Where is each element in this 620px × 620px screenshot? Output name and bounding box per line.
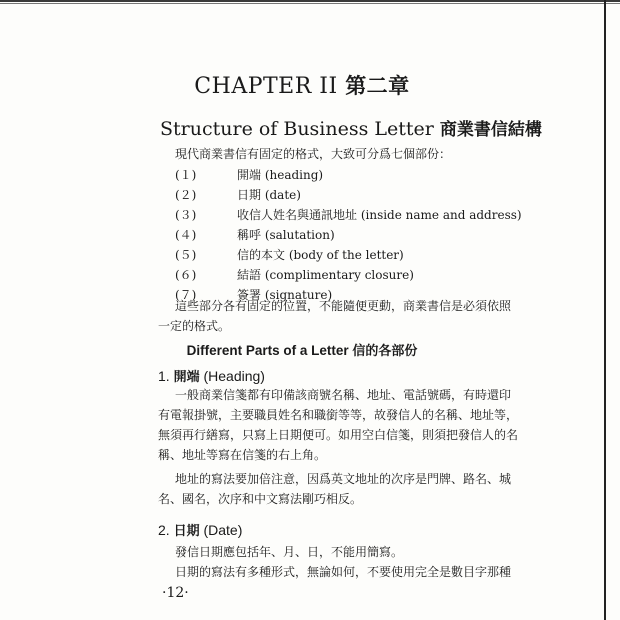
closing-paragraph-line1: 這些部分各有固定的位置，不能隨便更動，商業書信是必須依照 xyxy=(175,299,512,313)
list-item-number: (４) xyxy=(175,228,197,242)
list-item xyxy=(175,186,301,203)
heading-2-para2: 日期的寫法有多種形式，無論如何，不要使用完全是數目字那種 xyxy=(175,565,512,579)
list-item-text: 日期 (date) xyxy=(237,188,301,202)
list-item-number: (５) xyxy=(175,248,197,262)
page-number: ·12· xyxy=(162,585,189,601)
list-item-number: (７) xyxy=(175,288,197,302)
scan-edge-top-inner xyxy=(0,3,620,4)
chapter-subtitle xyxy=(160,115,542,140)
heading-1-para1-line1: 一般商業信箋都有印備該商號名稱、地址、電話號碼，有時還印 xyxy=(175,388,512,402)
list-item xyxy=(175,266,414,283)
list-item-number: (３) xyxy=(175,208,197,222)
heading-1-number: 1. xyxy=(158,368,170,384)
section-title-en: Different Parts of a Letter xyxy=(186,343,349,358)
chapter-title-zh: 第二章 xyxy=(345,74,410,98)
heading-1-para2-line2: 名、國名，次序和中文寫法剛巧相反。 xyxy=(158,492,363,506)
list-item-text: 稱呼 (salutation) xyxy=(237,228,335,242)
heading-2-number: 2. xyxy=(158,522,170,538)
chapter-subtitle-en: Structure of Business Letter xyxy=(160,118,434,140)
scan-edge-right xyxy=(604,0,606,620)
list-item xyxy=(175,226,335,243)
heading-1-para1-line2: 有電報掛號，主要職員姓名和職銜等等，故發信人的名稱、地址等， xyxy=(158,408,519,422)
list-item-text: 簽署 (signature) xyxy=(237,288,333,302)
heading-1-en: (Heading) xyxy=(203,368,265,384)
section-title xyxy=(0,340,604,359)
list-item xyxy=(175,166,323,183)
heading-1 xyxy=(158,366,265,385)
chapter-title-en: CHAPTER II xyxy=(194,74,338,99)
chapter-subtitle-zh: 商業書信結構 xyxy=(439,120,542,140)
heading-1-para1-line4: 稱、地址等寫在信箋的右上角。 xyxy=(158,448,327,462)
list-item-text: 開端 (heading) xyxy=(237,168,324,182)
heading-2-en: (Date) xyxy=(203,522,243,538)
list-item-text: 信的本文 (body of the letter) xyxy=(237,248,404,262)
section-title-zh: 信的各部份 xyxy=(352,344,418,359)
list-item xyxy=(175,246,404,263)
closing-paragraph-line2: 一定的格式。 xyxy=(158,319,231,333)
list-item-text: 收信人姓名與通訊地址 (inside name and address) xyxy=(237,208,522,222)
list-item xyxy=(175,206,522,223)
list-item-number: (６) xyxy=(175,268,197,282)
list-item-number: (２) xyxy=(175,188,197,202)
heading-1-zh: 開端 xyxy=(173,370,200,385)
heading-1-para2-line1: 地址的寫法要加倍注意，因爲英文地址的次序是門牌、路名、城 xyxy=(175,472,512,486)
chapter-title xyxy=(0,70,604,100)
scan-edge-top xyxy=(0,0,620,2)
heading-2-para1: 發信日期應包括年、月、日，不能用簡寫。 xyxy=(175,545,404,559)
heading-2 xyxy=(158,520,242,539)
list-item-number: (１) xyxy=(175,168,197,182)
heading-2-zh: 日期 xyxy=(173,524,200,539)
list-item-text: 結語 (complimentary closure) xyxy=(237,268,414,282)
heading-1-para1-line3: 無須再行繕寫，只寫上日期便可。如用空白信箋，則須把發信人的名 xyxy=(158,428,519,442)
intro-text: 現代商業書信有固定的格式，大致可分爲七個部份： xyxy=(175,147,452,161)
